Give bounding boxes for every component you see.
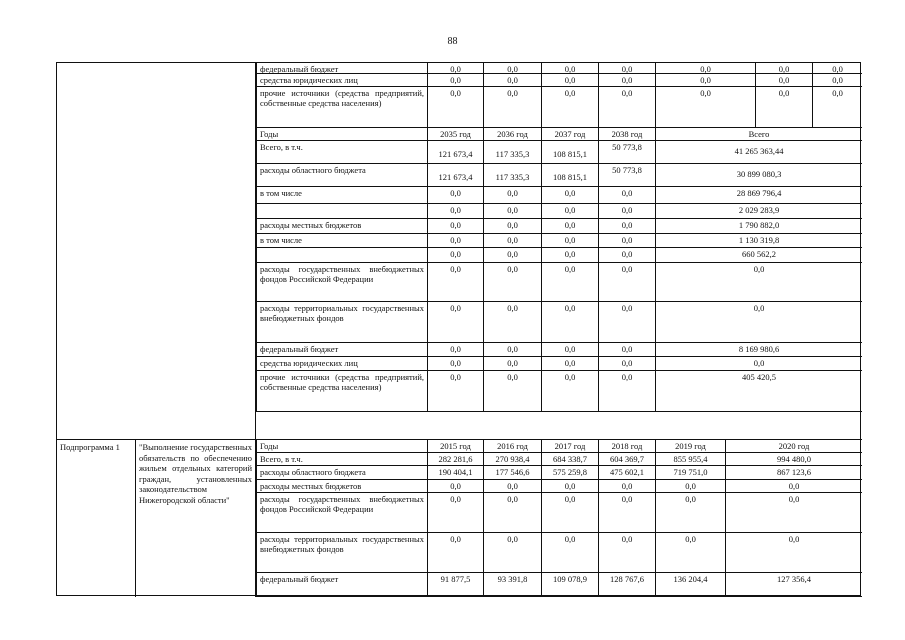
budget-table (56, 62, 861, 596)
value-cell: 0,0 (598, 357, 655, 371)
value-cell: 0,0 (812, 74, 862, 87)
value-cell: 0,0 (483, 263, 541, 302)
value-cell: 0,0 (483, 204, 541, 219)
table-row (57, 74, 862, 87)
row-label: расходы территориальных государственных внебюджетных фондов (256, 533, 427, 573)
row-label: расходы местных бюджетов (256, 219, 427, 234)
value-cell: 0,0 (598, 480, 655, 493)
value-cell: 0,0 (541, 248, 598, 263)
value-cell: 0,0 (598, 63, 655, 74)
row-label: федеральный бюджет (256, 63, 427, 74)
row-label: в том числе (256, 187, 427, 204)
value-cell: 0,0 (725, 480, 862, 493)
value-cell: 0,0 (598, 371, 655, 412)
value-cell: 0,0 (427, 234, 483, 248)
total-header-cell: Всего (655, 128, 862, 141)
value-cell: 0,0 (598, 302, 655, 343)
value-cell: 0,0 (725, 493, 862, 533)
value-cell: 0,0 (598, 248, 655, 263)
total-cell: 28 869 796,4 (655, 187, 862, 204)
value-cell: 0,0 (598, 87, 655, 128)
value-cell: 109 078,9 (541, 573, 598, 597)
row-label: расходы территориальных государственных внебюджетных фондов (256, 302, 427, 343)
value-cell: 0,0 (427, 302, 483, 343)
row-label: Всего, в т.ч. (256, 453, 427, 466)
value-cell: 0,0 (427, 219, 483, 234)
value-cell: 0,0 (427, 480, 483, 493)
value-cell: 0,0 (541, 493, 598, 533)
value-cell: 0,0 (598, 204, 655, 219)
years-label: Годы (256, 440, 427, 453)
table-row (57, 219, 862, 234)
value-cell: 128 767,6 (598, 573, 655, 597)
value-cell: 127 356,4 (725, 573, 862, 597)
value-cell: 0,0 (598, 234, 655, 248)
value-cell: 0,0 (427, 87, 483, 128)
table-row (57, 87, 862, 128)
year-header-cell: 2020 год (725, 440, 862, 453)
table-row (57, 302, 862, 343)
value-cell: 0,0 (427, 343, 483, 357)
value-cell: 0,0 (427, 248, 483, 263)
value-cell: 0,0 (427, 187, 483, 204)
year-header-cell: 2035 год (427, 128, 483, 141)
value-cell: 0,0 (483, 343, 541, 357)
total-cell: 8 169 980,6 (655, 343, 862, 357)
value-cell: 0,0 (483, 493, 541, 533)
value-cell: 108 815,1 (541, 164, 598, 187)
row-label: прочие источники (средства предприятий, собственные средства населения) (256, 87, 427, 128)
table-row (57, 343, 862, 357)
table-row (57, 141, 862, 164)
value-cell: 0,0 (541, 87, 598, 128)
value-cell: 0,0 (427, 263, 483, 302)
value-cell: 0,0 (483, 63, 541, 74)
total-cell: 405 420,5 (655, 371, 862, 412)
subprogram-section (57, 439, 862, 597)
value-cell: 0,0 (483, 248, 541, 263)
year-header-cell: 2015 год (427, 440, 483, 453)
table-row (57, 187, 862, 204)
value-cell: 0,0 (812, 87, 862, 128)
value-cell: 0,0 (541, 234, 598, 248)
value-cell: 0,0 (598, 533, 655, 573)
value-cell: 475 602,1 (598, 466, 655, 480)
value-cell: 0,0 (655, 87, 755, 128)
table-row (57, 453, 862, 466)
subprogram-name: Подпрограмма 1 (57, 440, 136, 597)
row-label: федеральный бюджет (256, 573, 427, 597)
value-cell: 855 955,4 (655, 453, 725, 466)
total-cell: 2 029 283,9 (655, 204, 862, 219)
table-row (57, 533, 862, 573)
year-header-cell: 2016 год (483, 440, 541, 453)
value-cell: 0,0 (755, 74, 812, 87)
value-cell: 0,0 (598, 263, 655, 302)
value-cell: 0,0 (541, 204, 598, 219)
value-cell: 0,0 (655, 74, 755, 87)
value-cell: 0,0 (755, 87, 812, 128)
year-header-cell: 2018 год (598, 440, 655, 453)
year-header-cell: 2019 год (655, 440, 725, 453)
row-label: в том числе (256, 234, 427, 248)
years-label: Годы (256, 128, 427, 141)
value-cell: 0,0 (541, 480, 598, 493)
value-cell: 0,0 (812, 63, 862, 74)
table-row (57, 248, 862, 263)
year-header-cell: 2037 год (541, 128, 598, 141)
value-cell: 867 123,6 (725, 466, 862, 480)
value-cell: 0,0 (655, 63, 755, 74)
value-cell: 282 281,6 (427, 453, 483, 466)
table-row (57, 234, 862, 248)
value-cell: 0,0 (541, 533, 598, 573)
row-label: расходы государственных внебюджетных фондов Российской Федерации (256, 493, 427, 533)
total-cell: 0,0 (655, 357, 862, 371)
table-row (57, 573, 862, 597)
value-cell: 121 673,4 (427, 141, 483, 164)
value-cell: 121 673,4 (427, 164, 483, 187)
row-label: расходы областного бюджета (256, 466, 427, 480)
value-cell: 50 773,8 (598, 164, 655, 187)
value-cell: 0,0 (655, 480, 725, 493)
table-row (57, 357, 862, 371)
year-header-cell: 2017 год (541, 440, 598, 453)
value-cell: 0,0 (427, 371, 483, 412)
value-cell: 0,0 (541, 357, 598, 371)
value-cell: 0,0 (541, 371, 598, 412)
value-cell: 0,0 (427, 74, 483, 87)
value-cell: 0,0 (598, 493, 655, 533)
value-cell: 0,0 (541, 343, 598, 357)
value-cell: 0,0 (655, 493, 725, 533)
total-cell: 0,0 (655, 263, 862, 302)
value-cell: 108 815,1 (541, 141, 598, 164)
value-cell: 0,0 (427, 63, 483, 74)
row-label (256, 248, 427, 263)
year-header-cell: 2036 год (483, 128, 541, 141)
year-header-cell: 2038 год (598, 128, 655, 141)
value-cell: 0,0 (755, 63, 812, 74)
table-row (57, 493, 862, 533)
table-row (57, 466, 862, 480)
years-header-row (57, 128, 862, 141)
value-cell: 0,0 (598, 343, 655, 357)
value-cell: 0,0 (598, 219, 655, 234)
value-cell: 0,0 (483, 357, 541, 371)
value-cell: 0,0 (541, 74, 598, 87)
value-cell: 0,0 (483, 533, 541, 573)
total-cell: 41 265 363,44 (655, 141, 862, 164)
subprogram-title: "Выполнение государственных обязательств по обеспечению жильем отдельных категорий граждан, установленных законодательством Нижегородской области" (136, 440, 256, 597)
total-cell: 1 790 882,0 (655, 219, 862, 234)
row-label: Всего, в т.ч. (256, 141, 427, 164)
value-cell: 136 204,4 (655, 573, 725, 597)
value-cell: 0,0 (541, 302, 598, 343)
table-row (57, 480, 862, 493)
table-row (57, 63, 862, 74)
value-cell: 190 404,1 (427, 466, 483, 480)
table-row (57, 204, 862, 219)
row-label: расходы областного бюджета (256, 164, 427, 187)
value-cell: 0,0 (483, 219, 541, 234)
table-row (57, 371, 862, 412)
value-cell: 575 259,8 (541, 466, 598, 480)
total-cell: 0,0 (655, 302, 862, 343)
row-label: федеральный бюджет (256, 343, 427, 357)
value-cell: 0,0 (427, 357, 483, 371)
value-cell: 0,0 (427, 533, 483, 573)
value-cell: 719 751,0 (655, 466, 725, 480)
value-cell: 0,0 (483, 187, 541, 204)
row-label: расходы государственных внебюджетных фондов Российской Федерации (256, 263, 427, 302)
value-cell: 0,0 (483, 234, 541, 248)
row-label: расходы местных бюджетов (256, 480, 427, 493)
value-cell: 604 369,7 (598, 453, 655, 466)
value-cell: 0,0 (725, 533, 862, 573)
row-label (256, 204, 427, 219)
value-cell: 117 335,3 (483, 141, 541, 164)
row-label: средства юридических лиц (256, 74, 427, 87)
value-cell: 117 335,3 (483, 164, 541, 187)
table-row (57, 263, 862, 302)
total-cell: 660 562,2 (655, 248, 862, 263)
value-cell: 0,0 (598, 187, 655, 204)
value-cell: 994 480,0 (725, 453, 862, 466)
value-cell: 0,0 (483, 74, 541, 87)
value-cell: 0,0 (655, 533, 725, 573)
value-cell: 91 877,5 (427, 573, 483, 597)
value-cell: 0,0 (598, 74, 655, 87)
value-cell: 0,0 (541, 187, 598, 204)
value-cell: 0,0 (483, 480, 541, 493)
page-number: 88 (447, 36, 458, 47)
total-cell: 1 130 319,8 (655, 234, 862, 248)
value-cell: 177 546,6 (483, 466, 541, 480)
total-cell: 30 899 080,3 (655, 164, 862, 187)
value-cell: 93 391,8 (483, 573, 541, 597)
row-label: средства юридических лиц (256, 357, 427, 371)
subprogram-years-header-row (57, 440, 862, 453)
value-cell: 50 773,8 (598, 141, 655, 164)
value-cell: 0,0 (483, 371, 541, 412)
value-cell: 0,0 (541, 63, 598, 74)
row-label: прочие источники (средства предприятий, собственные средства населения) (256, 371, 427, 412)
table-row (57, 164, 862, 187)
value-cell: 684 338,7 (541, 453, 598, 466)
value-cell: 0,0 (541, 219, 598, 234)
value-cell: 0,0 (483, 302, 541, 343)
value-cell: 270 938,4 (483, 453, 541, 466)
value-cell: 0,0 (427, 493, 483, 533)
value-cell: 0,0 (483, 87, 541, 128)
value-cell: 0,0 (541, 263, 598, 302)
value-cell: 0,0 (427, 204, 483, 219)
